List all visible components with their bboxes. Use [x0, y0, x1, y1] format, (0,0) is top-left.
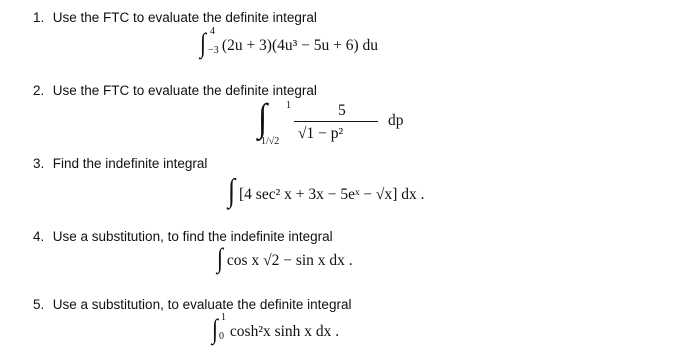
integral-sign: ∫: [217, 241, 224, 273]
problem-5-expression: [212, 312, 340, 344]
upper-limit: 4: [210, 26, 215, 37]
integral-sign: ∫: [228, 172, 236, 209]
problem-number: 3.: [33, 156, 45, 171]
problem-number: 1.: [33, 10, 45, 25]
numerator: 5: [338, 102, 346, 119]
differential: dp: [388, 112, 404, 129]
integrand: (2u + 3)(4u³ − 5u + 6) du: [221, 37, 379, 54]
problem-text: Find the indefinite integral: [52, 156, 208, 171]
problem-text: Use the FTC to evaluate the definite integral: [52, 10, 317, 25]
upper-limit: 1: [286, 100, 291, 111]
problem-3-expression: [228, 172, 425, 209]
problem-number: 5.: [33, 297, 45, 312]
problem-3-prompt: [33, 156, 207, 171]
problem-4-expression: [217, 241, 353, 273]
denominator: √1 − p²: [298, 125, 344, 142]
upper-limit: 1: [221, 312, 226, 323]
problem-text: Use a substitution, to evaluate the definite integral: [52, 297, 352, 312]
integral-sign: ∫: [200, 26, 207, 58]
lower-limit: 1/√2: [261, 136, 280, 147]
integrand: cos x √2 − sin x dx .: [226, 252, 353, 269]
problem-1-prompt: [33, 10, 317, 25]
integrand: [4 sec² x + 3x − 5eˣ − √x] dx .: [239, 186, 425, 203]
problem-number: 4.: [33, 229, 45, 244]
integral-sign: ∫: [212, 312, 219, 344]
integrand: cosh²x sinh x dx .: [229, 323, 340, 340]
fraction-bar: [294, 121, 378, 122]
integral-sign: ∫: [258, 97, 268, 140]
problem-5-prompt: [33, 297, 351, 312]
problem-1-expression: [200, 26, 379, 58]
problem-number: 2.: [33, 83, 45, 98]
lower-limit: 0: [219, 331, 224, 342]
lower-limit: −3: [208, 45, 219, 56]
problem-text: Use the FTC to evaluate the definite integral: [52, 83, 317, 98]
problem-text: Use a substitution, to find the indefinite integral: [52, 229, 333, 244]
problem-2-prompt: [33, 83, 317, 98]
problem-4-prompt: [33, 229, 333, 244]
